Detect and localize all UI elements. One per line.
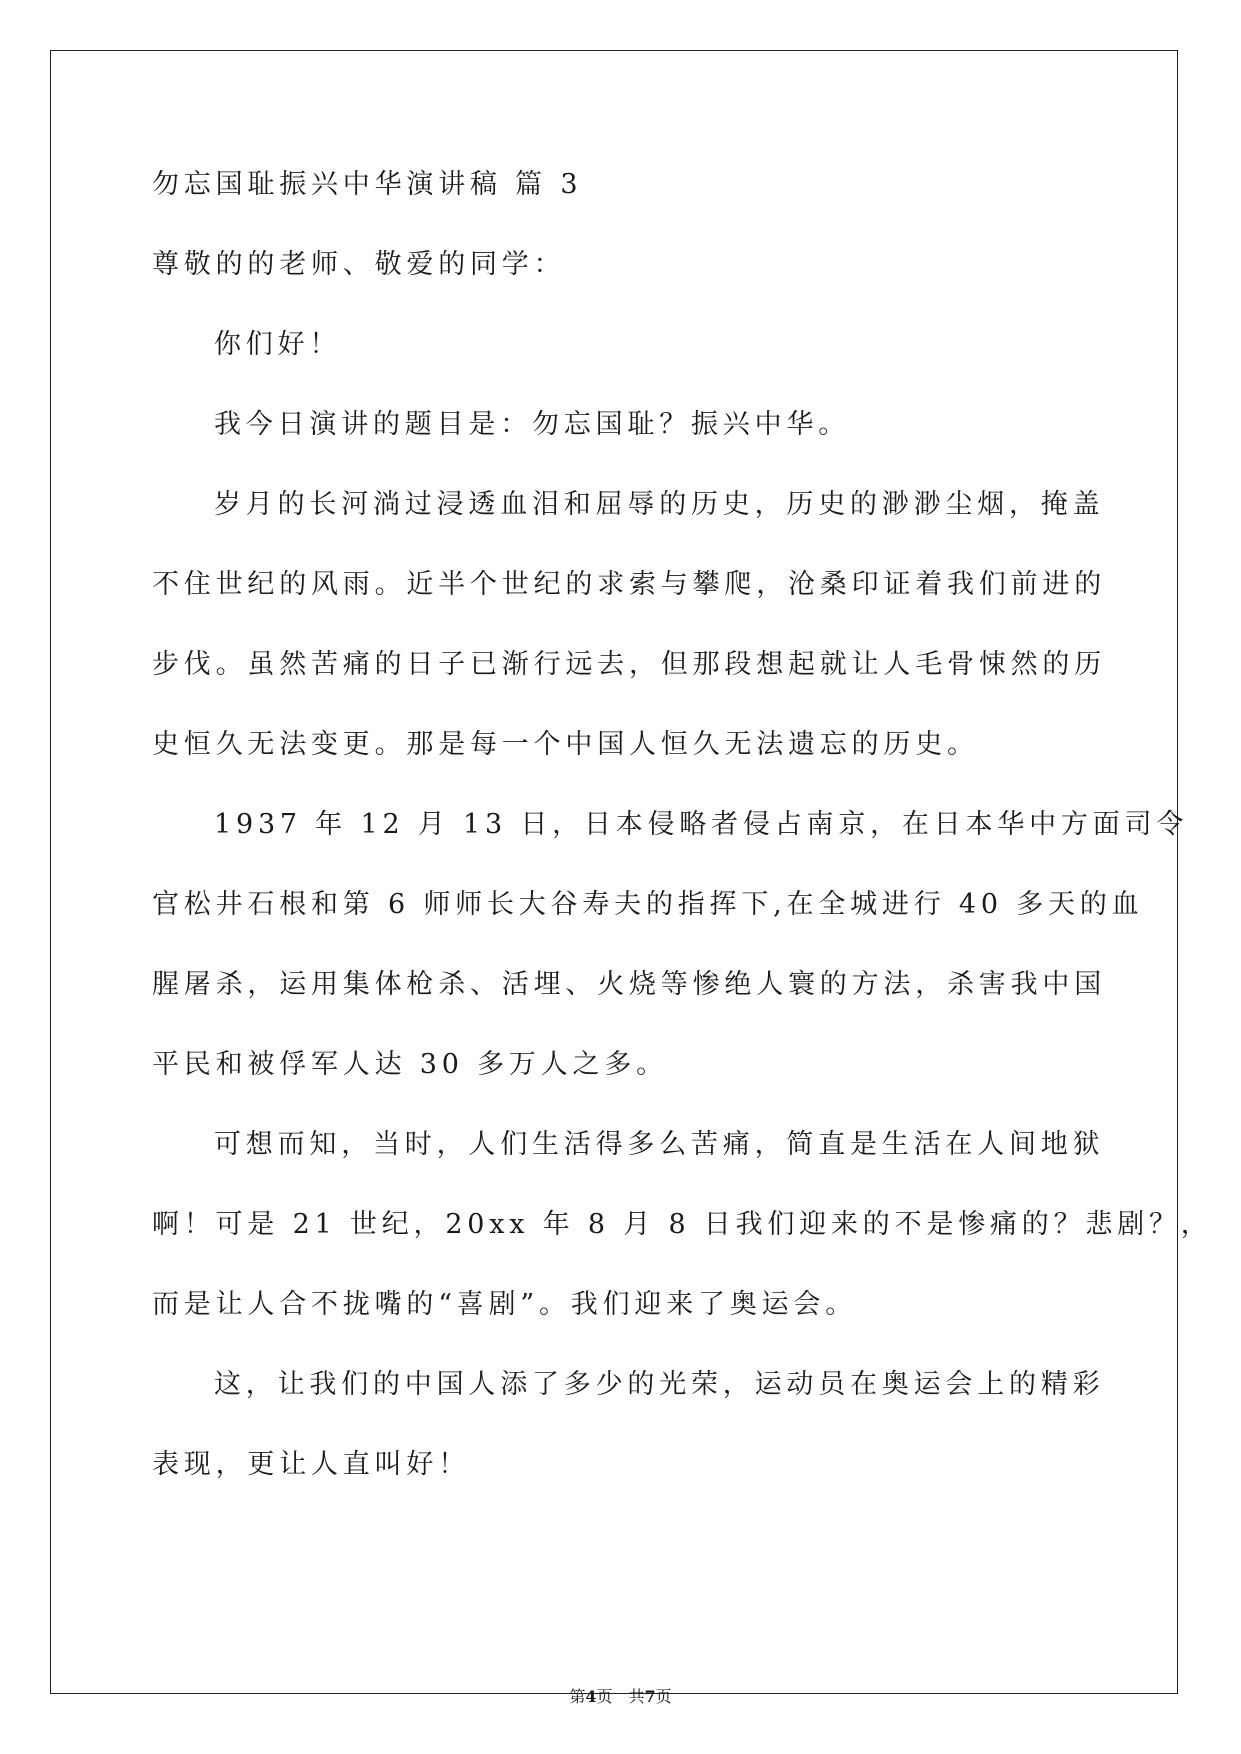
text-line: 表现，更让人直叫好！: [152, 1449, 470, 1480]
text-line: 步伐。虽然苦痛的日子已渐行远去，但那段想起就让人毛骨悚然的历: [152, 649, 1106, 680]
body-lines: [152, 328, 1213, 1482]
text-line: 岁月的长河淌过浸透血泪和屈辱的历史，历史的渺渺尘烟，掩盖: [214, 489, 1105, 520]
text-line: 官松井石根和第 6 师师长大谷寿夫的指挥下,在全城进行 40 多天的血: [152, 889, 1144, 920]
text-line: 可想而知，当时，人们生活得多么苦痛，简直是生活在人间地狱: [214, 1129, 1105, 1160]
document-body: [152, 168, 1213, 1528]
total-suffix: 页: [655, 1687, 672, 1706]
total-prefix: 共: [628, 1687, 645, 1706]
page-current: 4: [585, 1687, 597, 1706]
page-prefix: 第: [569, 1687, 586, 1706]
text-line: 1937 年 12 月 13 日，日本侵略者侵占南京，在日本华中方面司令: [214, 809, 1189, 840]
page-footer: [0, 1684, 1241, 1707]
text-line: 史恒久无法变更。那是每一个中国人恒久无法遗忘的历史。: [152, 729, 979, 760]
text-line: 啊！可是 21 世纪，20xx 年 8 月 8 日我们迎来的不是惨痛的？悲剧？，: [152, 1209, 1213, 1240]
text-line: 不住世纪的风雨。近半个世纪的求索与攀爬，沧桑印证着我们前进的: [152, 569, 1106, 600]
text-line: 腥屠杀，运用集体枪杀、活埋、火烧等惨绝人寰的方法，杀害我中国: [152, 969, 1106, 1000]
text-line: 这，让我们的中国人添了多少的光荣，运动员在奥运会上的精彩: [214, 1369, 1105, 1400]
text-line: 你们好！: [214, 329, 342, 360]
document-title: 勿忘国耻振兴中华演讲稿 篇 3: [152, 169, 583, 200]
page-total: 7: [644, 1687, 656, 1706]
salutation: 尊敬的的老师、敬爱的同学：: [152, 249, 566, 280]
text-line: 而是让人合不拢嘴的“喜剧”。我们迎来了奥运会。: [152, 1289, 858, 1320]
page-suffix: 页: [596, 1687, 613, 1706]
text-line: 我今日演讲的题目是：勿忘国耻？振兴中华。: [214, 409, 850, 440]
text-line: 平民和被俘军人达 30 多万人之多。: [152, 1049, 668, 1080]
